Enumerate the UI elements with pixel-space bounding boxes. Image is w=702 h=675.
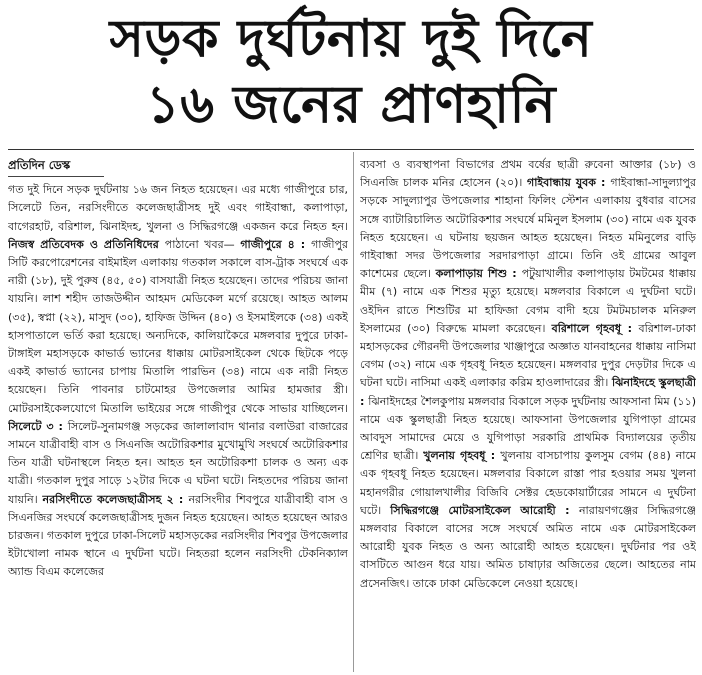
byline: প্রতিদিন ডেস্ক bbox=[8, 156, 104, 177]
headline bbox=[0, 6, 702, 138]
jhenaidah-text: ঝিনাইদহের শৈলকুপায় মঙ্গলবার বিকালে সড়ক দুর্ঘটনায় আফসানা মিম (১১) নামে এক স্কুলছাত্রী নিহত হয়েছে। আফসানা উপজেলার যুগিপাড়া গ্রামের আবদুস সামাদের মেয়ে ও যুগিপাড়া সরকারি প্রাথমিক বিদ্যালয়ের তৃতীয় শ্রেণির ছাত্রী। bbox=[360, 394, 696, 463]
subhead-gaibandha: গাইবান্ধায় যুবক : bbox=[527, 176, 611, 190]
subhead-narsingdi: নরসিংদীতে কলেজছাত্রীসহ ২ : bbox=[42, 492, 189, 506]
subhead-gazipur: গাজীপুরে ৪ : bbox=[240, 237, 312, 251]
narsingdi-text-cont: ব্যবসা ও ব্যবস্থাপনা বিভাগের প্রথম বর্ষের ছাত্রী রুবেনা আক্তার (১৮) ও সিএনজি চালক মনির হোসেন (২০)। bbox=[360, 158, 696, 190]
article-paragraph bbox=[8, 181, 348, 581]
gazipur-text: গাজীপুর সিটি করপোরেশনের বাইমাইল এলাকায় গতকাল সকালে বাস-ট্রাক সংঘর্ষে এক নারী (১৮), দুই পুরুষ (৪৫, ৫০) বাসযাত্রী নিহত হয়েছেন। তাদের পরিচয় জানা যায়নি। লাশ শহীদ তাজউদ্দীন আহমদ মেডিকেল মর্গে রয়েছে। আহত আলম (৩৫), স্বপ্না (২২), মাসুদ (৩০), হাফিজ উদ্দিন (৪০) ও ইসমাইলকে (৩৪) একই হাসপাতালে ভর্তি করা হয়েছে। অন্যদিকে, কালিয়াকৈরে মঙ্গলবার দুপুরে ঢাকা-টাঙ্গাইল মহাসড়কে কাভার্ড ভ্যানের ধাক্কায় মোটরসাইকেল থেকে ছিটকে পড়ে একই কাভার্ড ভ্যানের চাপায় মিতালি পারভিন (৩৪) নামে এক নারী নিহত হয়েছেন। তিনি পাবনার চাটমোহর উপজেলার আমির হামজার স্ত্রী। মোটরসাইকেলযোগে মিতালি ভাইয়ের সঙ্গে গাজীপুর থেকে সাভার যাচ্ছিলেন। bbox=[8, 237, 348, 415]
article-column-right bbox=[360, 156, 696, 672]
khulna-text: খুলনায় বাসচাপায় কুলসুম বেগম (৪৪) নামে এক গৃহবধূ নিহত হয়েছেন। মঙ্গলবার বিকালে রাস্তা পার হওয়ার সময় খুলনা মহানগরীর গোয়ালখালীর বিজিবি সেক্টর হেডকোয়ার্টারের সামনে এ দুর্ঘটনা ঘটে। bbox=[360, 449, 696, 517]
intro-text: গত দুই দিনে সড়ক দুর্ঘটনায় ১৬ জন নিহত হয়েছেন। এর মধ্যে গাজীপুরে চার, সিলেটে তিন, নরসিংদীতে কলেজছাত্রীসহ দুই এবং গাইবান্ধা, কলাপাড়া, বাগেরহাট, বরিশাল, ঝিনাইদহ, খুলনা ও সিদ্ধিরগঞ্জে একজন করে নিহত হন। bbox=[8, 183, 348, 233]
subhead-barishal: বরিশালে গৃহবধূ : bbox=[551, 321, 639, 335]
sylhet-text: সিলেট-সুনামগঞ্জ সড়কের জালালাবাদ থানার বলাউরা বাজারের সামনে যাত্রীবাহী বাস ও সিএনজি অটোরিকশার মুখোমুখি সংঘর্ষে অটোরিকশার তিন যাত্রী ঘটনাস্থলে নিহত হন। আহত হন অটোরিকশা চালক ও অন্য এক যাত্রী। গতকাল দুপুর সাড়ে ১২টার দিকে এ ঘটনা ঘটে। নিহতদের পরিচয় জানা যায়নি। bbox=[8, 419, 348, 506]
subhead-jhenaidah: ঝিনাইদহে স্কুলছাত্রী : bbox=[360, 376, 696, 408]
siddhirganj-text: নারায়ণগঞ্জের সিদ্ধিরগঞ্জে মঙ্গলবার বিকালে বাসের সঙ্গে সংঘর্ষে অমিত নামে এক মোটরসাইকেল আরোহী যুবক নিহত ও অন্য আরোহী আহত হয়েছেন। দুর্ঘটনার পর ওই বাসটিতে আগুন ধরে যায়। অমিত চাষাঢ়ার অজিতের ছেলে। আহতের নাম প্রসেনজিৎ। তাকে ঢাকা মেডিকেলে নেওয়া হয়েছে। bbox=[360, 503, 696, 590]
subhead-reporters: নিজস্ব প্রতিবেদক ও প্রতিনিধিদের bbox=[8, 237, 165, 251]
column-divider bbox=[353, 152, 354, 672]
headline-line-1: সড়ক দুর্ঘটনায় দুই দিনে bbox=[109, 9, 593, 69]
subhead-kalapara: কলাপাড়ায় শিশু : bbox=[435, 267, 522, 281]
subhead-khulna: খুলনায় গৃহবধূ : bbox=[423, 449, 501, 463]
article-column-left bbox=[8, 156, 348, 672]
gaibandha-text: গাইবান্ধা-সাদুল্যাপুর সড়কে সাদুল্যাপুর উপজেলার শাহানা ফিলিং স্টেশন এলাকায় বুধবার বাসের সঙ্গে ব্যাটারিচালিত অটোরিকশার সংঘর্ষে মমিনুল ইসলাম (৩০) নামে এক যুবক নিহত হয়েছেন। এ ঘটনায় ছয়জন আহত হয়েছেন। নিহত মমিনুলের বাড়ি গাইবান্ধা সদর উপজেলার সরদারপাড়া গ্রামে। তিনি ওই গ্রামের আবুল কাশেমের ছেলে। bbox=[360, 176, 696, 281]
intro-text-end: পাঠানো খবর— bbox=[164, 237, 241, 251]
subhead-siddhirganj: সিদ্ধিরগঞ্জে মোটরসাইকেল আরোহী : bbox=[390, 503, 579, 517]
barishal-text: বরিশাল-ঢাকা মহাসড়কের গৌরনদী উপজেলার খাঞ্জাপুরে অজ্ঞাত যানবাহনের ধাক্কায় নাসিমা বেগম (৩২) নামে এক গৃহবধূ নিহত হয়েছেন। মঙ্গলবার দুপুর দেড়টার দিকে এ ঘটনা ঘটে। নাসিমা একই এলাকার করিম হাওলাদারের স্ত্রী। bbox=[360, 321, 696, 390]
headline-rule bbox=[8, 149, 694, 150]
subhead-sylhet: সিলেটে ৩ : bbox=[8, 419, 68, 433]
narsingdi-text: নরসিংদীর শিবপুরে যাত্রীবাহী বাস ও সিএনজির সংঘর্ষে কলেজছাত্রীসহ দুজন নিহত হয়েছেন। আহত হয়েছেন আরও চারজন। গতকাল দুপুরে ঢাকা-সিলেট মহাসড়কের নরসিংদীর শিবপুর উপজেলার ইটাখোলা নামক স্থানে এ দুর্ঘটনা ঘটে। নিহতরা হলেন নরসিংদী টেকনিক্যাল অ্যান্ড বিএম কলেজের bbox=[8, 492, 348, 579]
article-paragraph bbox=[360, 156, 696, 593]
kalapara-text: পটুয়াখালীর কলাপাড়ায় টমটমের ধাক্কায় মীম (৭) নামে এক শিশুর মৃত্যু হয়েছে। মঙ্গলবার বিকালে এ দুর্ঘটনা ঘটে। ওইদিন রাতে শিশুটির মা হাফিজা বেগম বাদী হয়ে টমটমচালক মনিরুল ইসলামের (৩০) বিরুদ্ধে মামলা করেছেন। bbox=[360, 267, 696, 335]
headline-line-2: ১৬ জনের প্রাণহানি bbox=[146, 75, 556, 135]
